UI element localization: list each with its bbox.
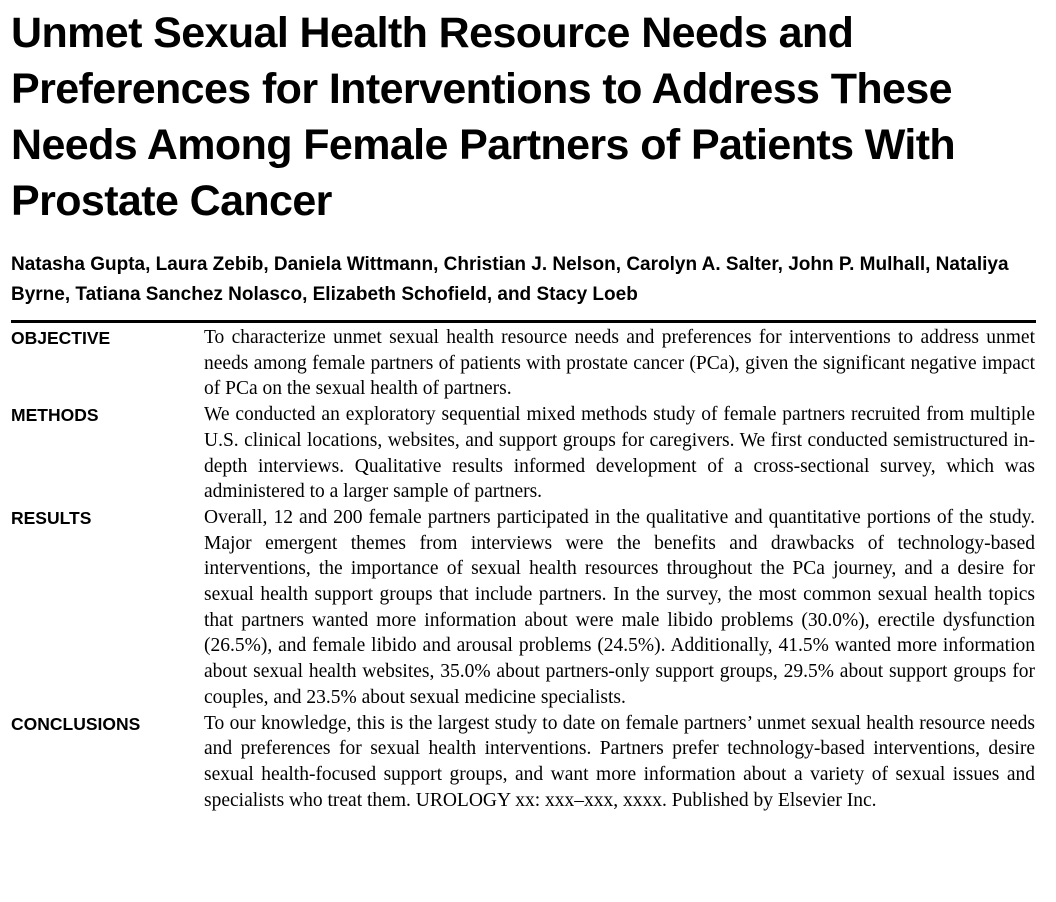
section-text-conclusions: To our knowledge, this is the largest study to date on female partners’ unmet sexual health resource needs and preferences for sexual health interventions. Partners prefer technology-based interventions, desire sexual health-focused support groups, and want more information about a variety of sexual issues and specialists who treat them. UROLOGY xx: xxx–xxx, xxxx. Published by Elsevier Inc. (204, 712, 1035, 811)
abstract-section-methods (11, 402, 1036, 505)
section-text-objective: To characterize unmet sexual health resource needs and preferences for interventions to address unmet needs among female partners of patients with prostate cancer (PCa), given the significant negative impact of PCa on the sexual health of partners. (204, 327, 1035, 400)
section-label-results: RESULTS (11, 507, 92, 528)
author-list: Natasha Gupta, Laura Zebib, Daniela Wittmann, Christian J. Nelson, Carolyn A. Salter, John P. Mulhall, Nataliya Byrne, Tatiana Sanchez Nolasco, Elizabeth Schofield, and Stacy Loeb (11, 254, 1009, 305)
abstract-section-results (11, 505, 1036, 711)
article-title: Unmet Sexual Health Resource Needs and Preferences for Interventions to Address These Needs Among Female Partners of Patients With Prostate Cancer (11, 9, 956, 225)
article-page (11, 0, 1036, 813)
section-label-objective: OBJECTIVE (11, 328, 111, 348)
structured-abstract (11, 325, 1036, 813)
section-text-methods: We conducted an exploratory sequential mixed methods study of female partners recruited from multiple U.S. clinical locations, websites, and support groups for caregivers. We first conducted semistructured in-depth interviews. Qualitative results informed development of a cross-sectional survey, which was administered to a larger sample of partners. (204, 404, 1035, 503)
section-label-conclusions: CONCLUSIONS (11, 713, 141, 734)
section-label-methods: METHODS (11, 405, 99, 426)
abstract-section-objective (11, 325, 1036, 402)
abstract-section-conclusions (11, 711, 1036, 814)
section-divider (11, 320, 1036, 323)
section-text-results: Overall, 12 and 200 female partners participated in the qualitative and quantitative portions of the study. Major emergent themes from interviews were the benefits and drawbacks of technology-based interventions, the importance of sexual health resources throughout the PCa journey, and a desire for sexual health support groups that include partners. In the survey, the most common sexual health topics that partners wanted more information about were male libido problems (30.0%), erectile dysfunction (26.5%), and female libido and arousal problems (24.5%). Additionally, 41.5% wanted more information about sexual health websites, 35.0% about partners-only support groups, 29.5% about support groups for couples, and 23.5% about sexual medicine specialists. (204, 506, 1035, 708)
